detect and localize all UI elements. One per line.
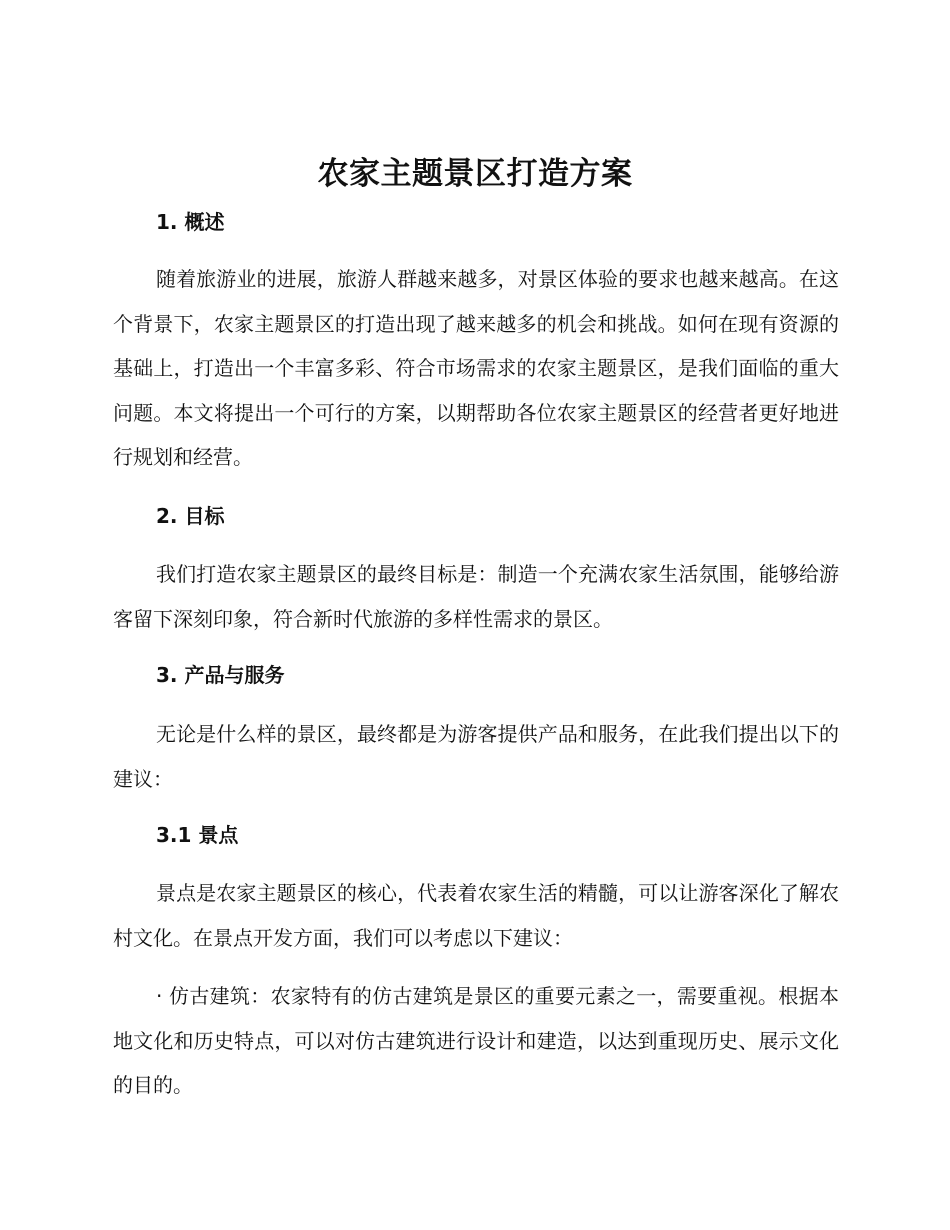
section-heading-products-services: 3. 产品与服务: [156, 663, 285, 687]
section-paragraph-overview: 随着旅游业的进展，旅游人群越来越多，对景区体验的要求也越来越高。在这个背景下，农家主题景区的打造出现了越来越多的机会和挑战。如何在现有资源的基础上，打造出一个丰富多彩、符合市场需求的农家主题景区，是我们面临的重大问题。本文将提出一个可行的方案，以期帮助各位农家主题景区的经营者更好地进行规划和经营。: [113, 267, 839, 469]
section-paragraph-attractions: 景点是农家主题景区的核心，代表着农家生活的精髓，可以让游客深化了解农村文化。在景点开发方面，我们可以考虑以下建议：: [113, 881, 839, 950]
section-paragraph-goal: 我们打造农家主题景区的最终目标是：制造一个充满农家生活氛围，能够给游客留下深刻印象，符合新时代旅游的多样性需求的景区。: [113, 562, 839, 631]
bullet-item-antique-architecture: · 仿古建筑：农家特有的仿古建筑是景区的重要元素之一，需要重视。根据本地文化和历史特点，可以对仿古建筑进行设计和建造，以达到重现历史、展示文化的目的。: [113, 984, 839, 1097]
section-heading-attractions: 3.1 景点: [156, 823, 239, 847]
section-heading-overview: 1. 概述: [156, 210, 225, 234]
section-paragraph-products-services: 无论是什么样的景区，最终都是为游客提供产品和服务，在此我们提出以下的建议：: [113, 722, 839, 791]
section-heading-goal: 2. 目标: [156, 504, 225, 528]
document-title: 农家主题景区打造方案: [317, 156, 633, 192]
